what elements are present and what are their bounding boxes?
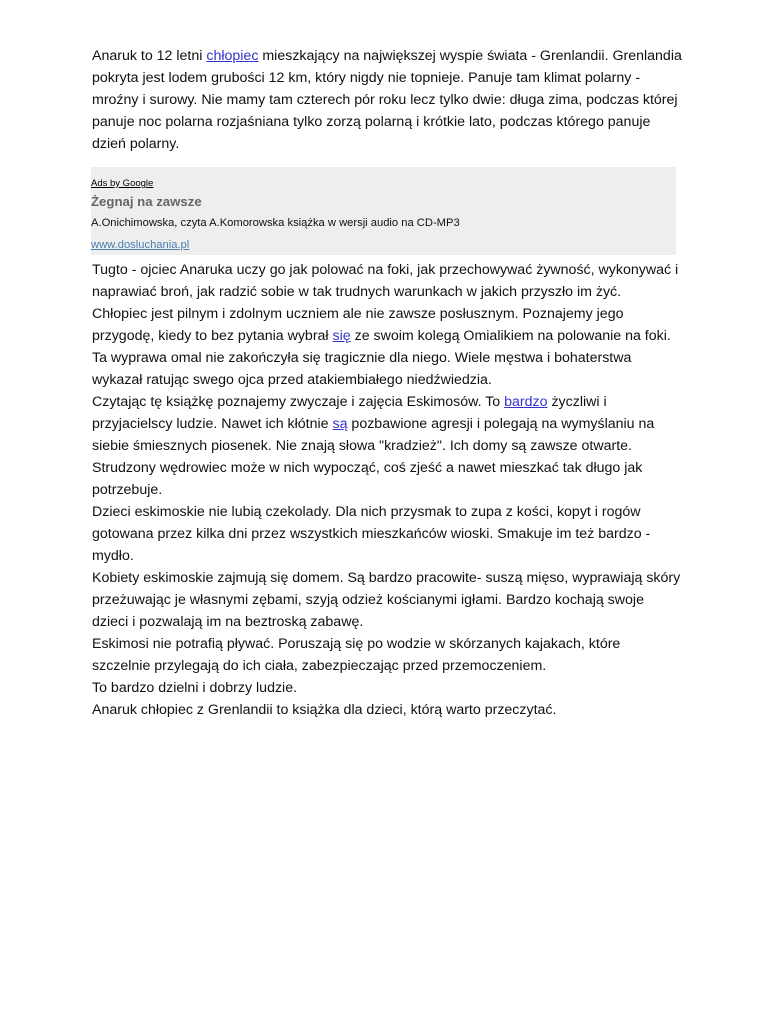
ads-by-google-label[interactable]: Ads by Google (91, 178, 154, 189)
paragraph-zwyczaje (92, 391, 682, 501)
ad-description: A.Onichimowska, czyta A.Komorowska książka w wersji audio na CD-MP3 (91, 217, 460, 229)
bardzo-link[interactable]: bardzo (504, 394, 548, 410)
paragraph-chlopiec (92, 303, 682, 391)
google-ad-block (91, 167, 676, 255)
paragraph-zwyczaje-middle: życzliwi i przyjacielscy ludzie. Nawet ich kłótnie (92, 394, 607, 432)
ad-title-link[interactable]: Żegnaj na zawsze (91, 194, 202, 209)
paragraph-chlopiec-end: ze swoim kolegą Omialikiem na polowanie na foki. Ta wyprawa omal nie zakończyła się tragicznie dla niego. Wiele męstwa i bohaterstwa wykazał ratując swego ojca przed atakiembiałego niedźwiedzia. (92, 328, 671, 388)
paragraph-zwyczaje-end: pozbawione agresji i polegają na wymyślaniu na siebie śmiesznych piosenek. Nie znają słowa "kradzież". Ich domy są zawsze otwarte. Strudzony wędrowiec może w nich wypocząć, coś zjeść a nawet mieszkać tak długo jak potrzebuje. (92, 416, 655, 498)
paragraph-dzielni: To bardzo dzielni i dobrzy ludzie. (92, 680, 298, 696)
intro-paragraph (92, 45, 682, 155)
article-body (92, 259, 682, 721)
intro-text-end: mieszkający na największej wyspie świata - Grenlandii. Grenlandia pokryta jest lodem grubości 12 km, który nigdy nie topnieje. Panuje tam klimat polarny - mroźny i surowy. Nie mamy tam czterech pór roku lecz tylko dwie: długa zima, podczas której panuje noc polarna rozjaśniana tylko zorzą polarną i krótkie lato, podczas którego panuje dzień polarny. (92, 48, 682, 152)
article-content (92, 45, 682, 721)
paragraph-chlopiec-start: Chłopiec jest pilnym i zdolnym uczniem ale nie zawsze posłusznym. Poznajemy jego przygodę, kiedy to bez pytania wybrał (92, 306, 624, 344)
paragraph-zwyczaje-start: Czytając tę książkę poznajemy zwyczaje i zajęcia Eskimosów. To (92, 394, 505, 410)
paragraph-eskimosi: Eskimosi nie potrafią pływać. Poruszają się po wodzie w skórzanych kajakach, które szczelnie przylegają do ich ciała, zabezpieczając przed przemoczeniem. (92, 636, 621, 674)
chlopiec-link[interactable]: chłopiec (206, 48, 259, 64)
paragraph-kobiety: Kobiety eskimoskie zajmują się domem. Są bardzo pracowite- suszą mięso, wyprawiają skóry przeżuwając je własnymi zębami, szyją odzież kościanymi igłami. Bardzo kochają swoje dzieci i pozwalają im na beztroską zabawę. (92, 570, 681, 630)
ad-url-link[interactable]: www.dosluchania.pl (91, 239, 190, 251)
sa-link[interactable]: są (332, 416, 348, 432)
paragraph-tugto: Tugto - ojciec Anaruka uczy go jak polować na foki, jak przechowywać żywność, wykonywać i naprawiać broń, jak radzić sobie w tak trudnych warunkach w jakich przyszło im żyć. (92, 262, 679, 300)
paragraph-summary: Anaruk chłopiec z Grenlandii to książka dla dzieci, którą warto przeczytać. (92, 702, 557, 718)
intro-text-start: Anaruk to 12 letni (92, 48, 207, 64)
paragraph-dzieci: Dzieci eskimoskie nie lubią czekolady. Dla nich przysmak to zupa z kości, kopyt i rogów gotowana przez kilka dni przez wszystkich mieszkańców wioski. Smakuje im też bardzo - mydło. (92, 504, 651, 564)
sie-link[interactable]: się (332, 328, 351, 344)
